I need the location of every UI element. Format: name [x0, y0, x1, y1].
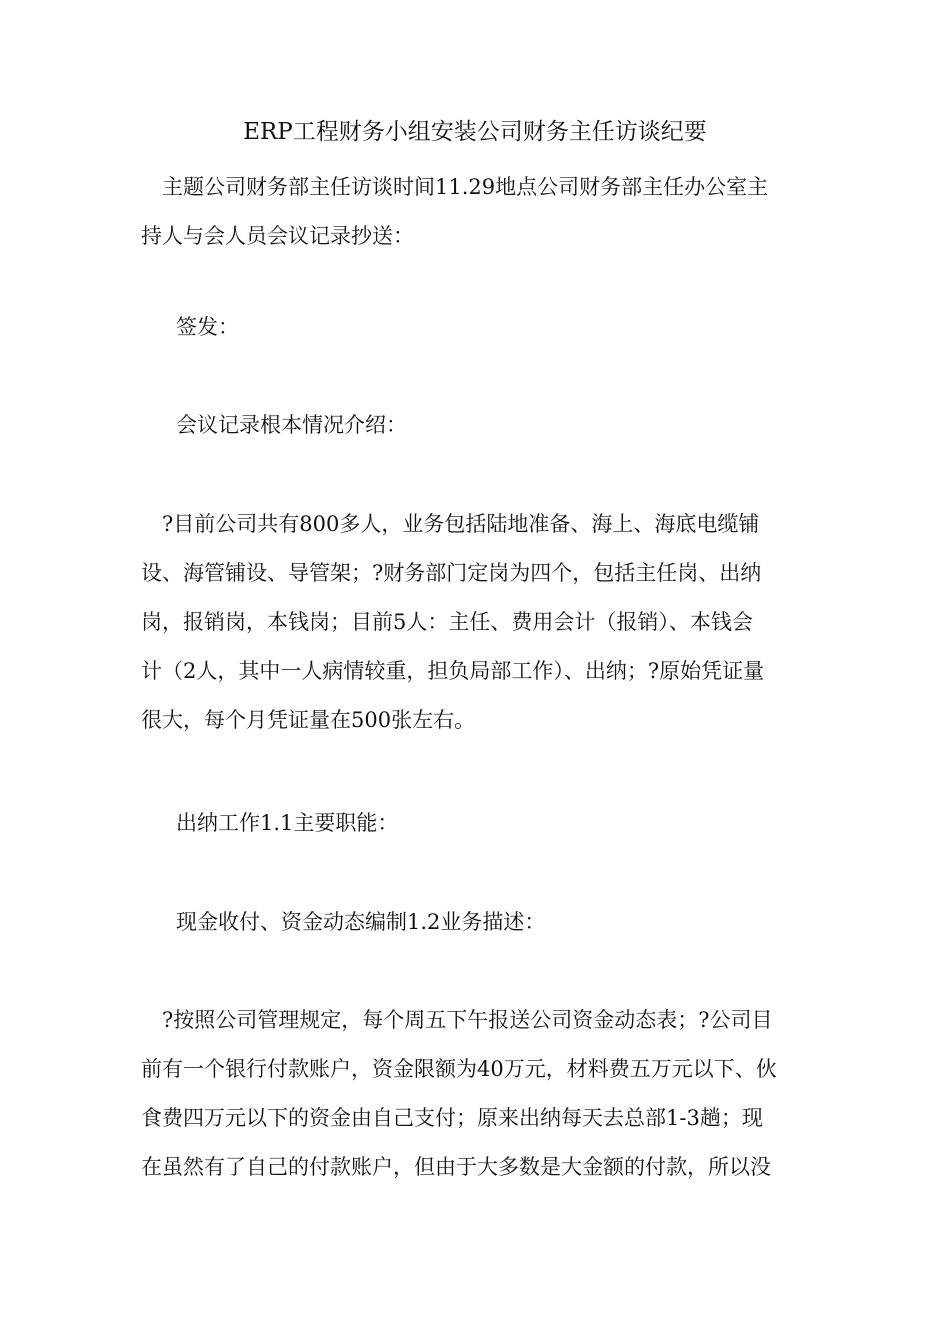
section-heading-cashier: 出纳工作1.1主要职能： — [176, 811, 399, 835]
text-line: 持人与会人员会议记录抄送： — [141, 224, 414, 248]
text-line: 很大，每个月凭证量在500张左右。 — [141, 708, 476, 732]
text-line: 主题公司财务部主任访谈时间11.29地点公司财务部主任办公室主 — [141, 175, 769, 199]
document-title: ERP工程财务小组安装公司财务主任访谈纪要 — [243, 119, 707, 145]
signoff-label: 签发： — [176, 315, 239, 339]
text-line: 在虽然有了自己的付款账户，但由于大多数是大金额的付款，所以没 — [141, 1155, 771, 1179]
text-line: 前有一个银行付款账户，资金限额为40万元，材料费五万元以下、伙 — [141, 1057, 777, 1081]
section-heading-business: 现金收付、资金动态编制1.2业务描述： — [176, 910, 546, 934]
section-heading-overview: 会议记录根本情况介绍： — [176, 413, 407, 437]
text-line: ?按照公司管理规定，每个周五下午报送公司资金动态表；?公司目 — [141, 1008, 773, 1032]
text-line: ?目前公司共有800多人，业务包括陆地准备、海上、海底电缆铺 — [141, 512, 760, 536]
text-line: 设、海管铺设、导管架；?财务部门定岗为四个，包括主任岗、出纳 — [141, 561, 762, 585]
text-line: 食费四万元以下的资金由自己支付；原来出纳每天去总部1-3趟；现 — [141, 1106, 763, 1130]
business-paragraph — [141, 996, 831, 1192]
text-line: 岗，报销岗，本钱岗；目前5人：主任、费用会计（报销）、本钱会 — [141, 610, 753, 634]
meeting-header-paragraph — [141, 163, 831, 261]
text-line: 计（2人，其中一人病情较重，担负局部工作）、出纳；?原始凭证量 — [141, 659, 765, 683]
overview-paragraph — [141, 500, 831, 745]
